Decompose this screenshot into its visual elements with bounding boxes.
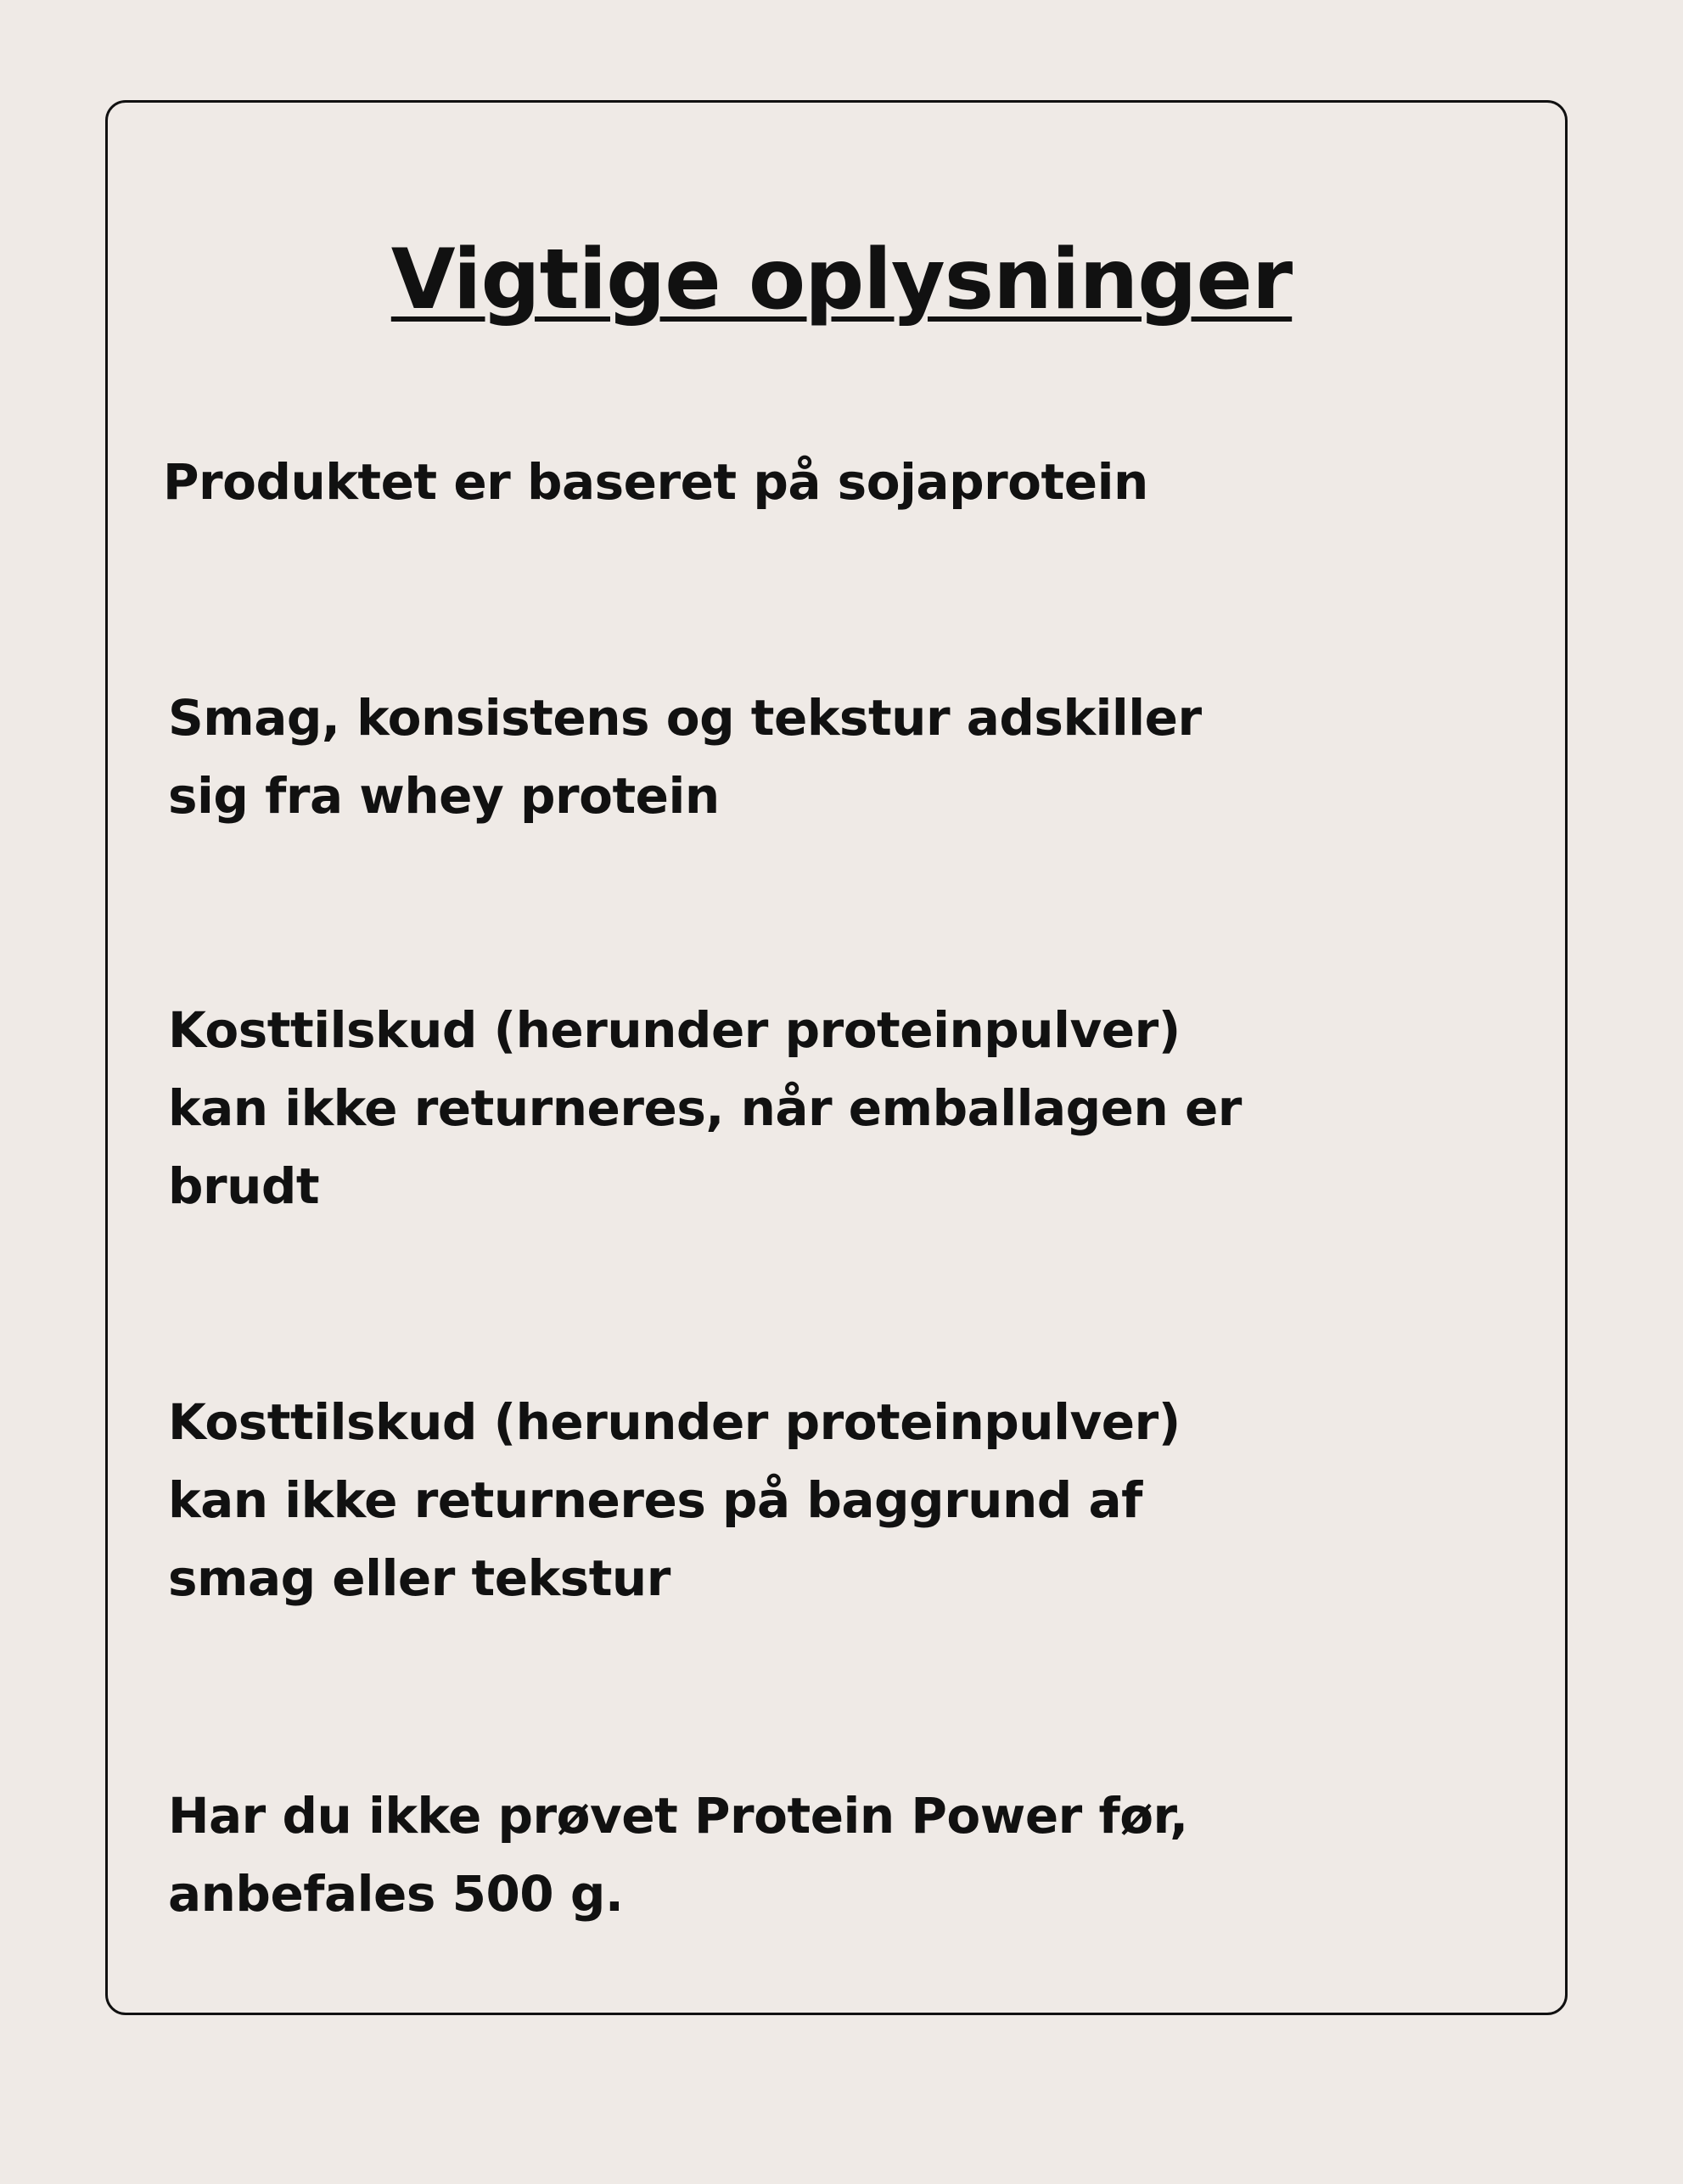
page-title: Vigtige oplysninger: [390, 232, 1293, 328]
info-paragraph-recommendation: [168, 1777, 1188, 1933]
paragraph-line: Kosttilskud (herunder proteinpulver): [168, 1001, 1181, 1059]
paragraph-line: Produktet er baseret på sojaprotein: [163, 453, 1148, 511]
paragraph-line: anbefales 500 g.: [168, 1865, 624, 1923]
paragraph-line: smag eller tekstur: [168, 1549, 670, 1607]
info-paragraph-return-broken-packaging: [168, 991, 1242, 1225]
paragraph-line: brudt: [168, 1157, 320, 1215]
paragraph-line: sig fra whey protein: [168, 767, 720, 825]
info-paragraph-soy-protein: [163, 443, 1148, 521]
paragraph-line: Kosttilskud (herunder proteinpulver): [168, 1393, 1181, 1451]
info-paragraph-taste-texture: [168, 679, 1202, 835]
info-paragraph-return-taste: [168, 1383, 1181, 1617]
paragraph-line: kan ikke returneres på baggrund af: [168, 1471, 1142, 1529]
paragraph-line: Har du ikke prøvet Protein Power før,: [168, 1787, 1188, 1845]
paragraph-line: kan ikke returneres, når emballagen er: [168, 1079, 1242, 1137]
paragraph-line: Smag, konsistens og tekstur adskiller: [168, 689, 1202, 747]
